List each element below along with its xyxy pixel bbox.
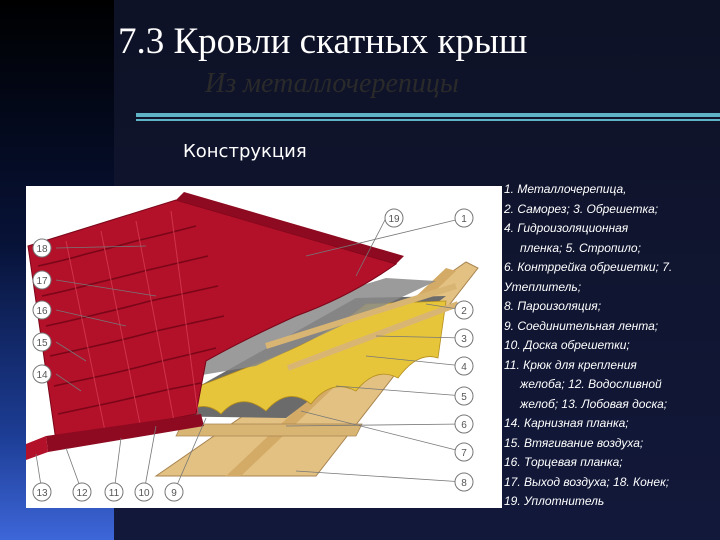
svg-text:3: 3 xyxy=(461,334,467,345)
callout-11 xyxy=(105,483,123,501)
svg-text:2: 2 xyxy=(461,306,467,317)
callout-3 xyxy=(455,329,473,347)
callout-4 xyxy=(455,357,473,375)
legend-line: 1. Металлочерепица, xyxy=(504,182,627,196)
legend-line: Утеплитель; xyxy=(504,279,582,294)
callout-2 xyxy=(455,301,473,319)
callout-6 xyxy=(455,415,473,433)
svg-text:14: 14 xyxy=(36,370,48,381)
callout-9 xyxy=(165,483,183,501)
legend-line: 14. Карнизная планка; xyxy=(504,416,629,430)
legend-line: 8. Пароизоляция; xyxy=(504,299,602,313)
svg-text:5: 5 xyxy=(461,392,467,403)
legend-line: 10. Доска обрешетки; xyxy=(504,338,630,352)
callout-16 xyxy=(33,301,51,319)
legend-line: желоба; 12. Водосливной xyxy=(520,377,662,391)
svg-text:19: 19 xyxy=(388,214,400,225)
legend-line: желоб; 13. Лобовая доска; xyxy=(520,396,668,411)
slide-title: 7.3 Кровли скатных крыш xyxy=(118,21,528,62)
slide-subtitle: Из металлочерепицы xyxy=(205,68,459,99)
section-heading: Конструкция xyxy=(183,141,307,162)
legend-line: 11. Крюк для крепления xyxy=(504,357,637,372)
svg-text:6: 6 xyxy=(461,420,467,431)
gutter xyxy=(26,436,48,460)
legend-line: 6. Контррейка обрешетки; 7. xyxy=(504,260,673,274)
legend-list xyxy=(504,180,716,512)
svg-text:8: 8 xyxy=(461,478,467,489)
legend-line: 9. Соединительная лента; xyxy=(504,318,659,333)
svg-text:9: 9 xyxy=(171,488,177,499)
callout-14 xyxy=(33,365,51,383)
svg-text:1: 1 xyxy=(461,214,467,225)
callout-12 xyxy=(73,483,91,501)
title-rule xyxy=(136,113,720,117)
title-rule-thin xyxy=(136,119,720,121)
svg-text:4: 4 xyxy=(461,362,467,373)
legend-line: пленка; 5. Стропило; xyxy=(520,240,641,255)
svg-text:11: 11 xyxy=(108,488,120,499)
callout-13 xyxy=(33,483,51,501)
legend-line: 2. Саморез; 3. Обрешетка; xyxy=(504,201,659,216)
callout-10 xyxy=(135,483,153,501)
callout-8 xyxy=(455,473,473,491)
legend-line: 4. Гидроизоляционная xyxy=(504,221,629,235)
svg-text:12: 12 xyxy=(76,488,88,499)
svg-text:15: 15 xyxy=(36,338,48,349)
legend-line: 16. Торцевая планка; xyxy=(504,455,623,469)
svg-text:17: 17 xyxy=(36,276,48,287)
roof-illustration xyxy=(26,186,502,508)
callout-17 xyxy=(33,271,51,289)
svg-text:13: 13 xyxy=(36,488,48,499)
svg-text:7: 7 xyxy=(461,448,467,459)
callout-15 xyxy=(33,333,51,351)
legend-line: 15. Втягивание воздуха; xyxy=(504,435,644,450)
svg-text:10: 10 xyxy=(138,488,150,499)
callout-19 xyxy=(385,209,403,227)
svg-text:16: 16 xyxy=(36,306,48,317)
legend-line: 17. Выход воздуха; 18. Конек; xyxy=(504,474,670,489)
callout-7 xyxy=(455,443,473,461)
legend-line: 19. Уплотнитель xyxy=(504,494,605,508)
callout-5 xyxy=(455,387,473,405)
callout-18 xyxy=(33,239,51,257)
roof-cutaway-diagram xyxy=(26,186,502,508)
svg-text:18: 18 xyxy=(36,244,48,255)
callout-1 xyxy=(455,209,473,227)
